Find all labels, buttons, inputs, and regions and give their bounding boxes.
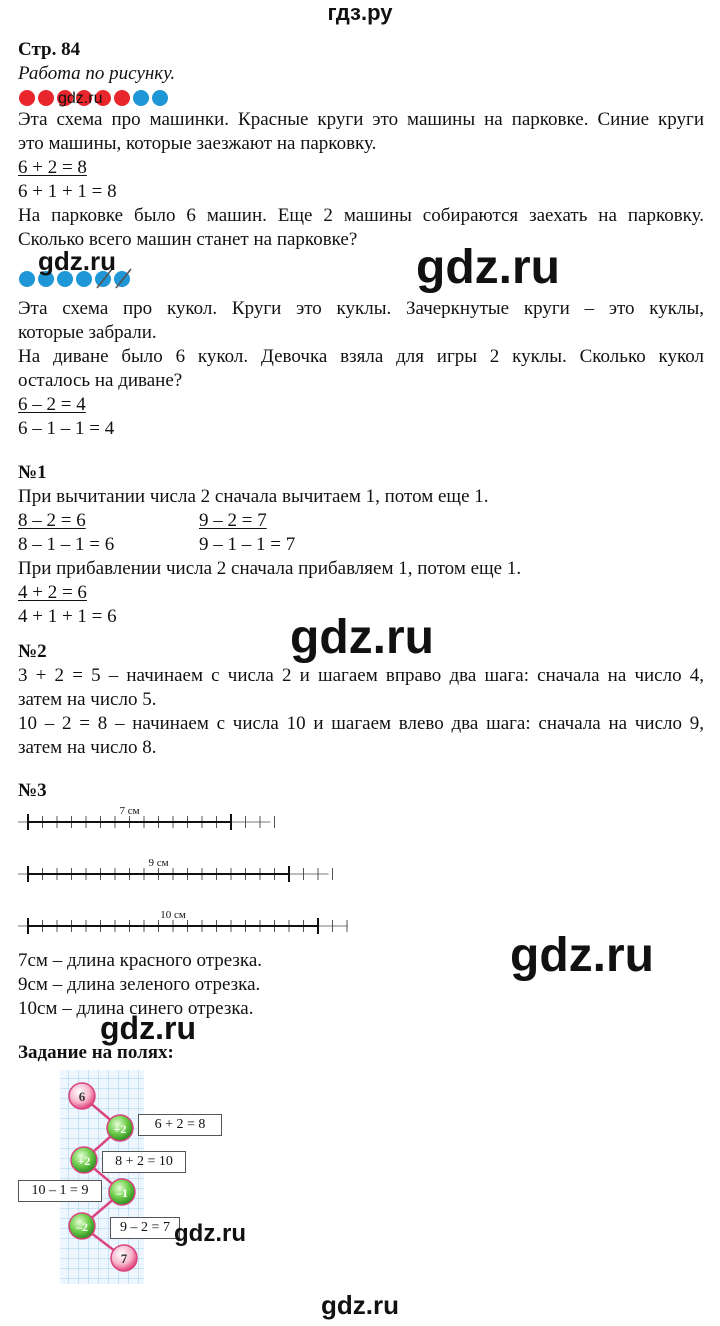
- svg-text:–1: –1: [116, 1186, 128, 1200]
- equation: 4 + 2 = 6: [18, 582, 87, 603]
- svg-text:6: 6: [78, 1089, 86, 1104]
- watermark: gdz.ru: [416, 241, 560, 294]
- svg-text:+2: +2: [113, 1122, 127, 1136]
- equation: 4 + 1 + 1 = 6: [18, 606, 117, 627]
- chain-node-plus2: [107, 1115, 133, 1141]
- equation: 9 – 1 – 1 = 7: [199, 534, 296, 555]
- chain-node-6: [69, 1083, 95, 1109]
- site-header: гдз.ру: [327, 0, 393, 25]
- equation: 6 – 2 = 4: [18, 394, 86, 415]
- task2-line1: 3 + 2 = 5 – начинаем с числа 2 и шагаем вправо два шага: сначала на число 4,: [18, 665, 704, 686]
- scheme2-line1: Эта схема про кукол. Круги это куклы. Зачеркнутые круги – это куклы,: [18, 298, 704, 319]
- equation: 6 + 2 = 8: [18, 157, 87, 178]
- margin-chain-figure: [58, 1068, 148, 1288]
- watermark: gdz.ru: [510, 929, 654, 982]
- equation: 9 – 2 = 7: [199, 510, 267, 531]
- rulers-figure: [18, 800, 348, 940]
- task1-rule-sub: При вычитании числа 2 сначала вычитаем 1, потом еще 1.: [18, 486, 489, 507]
- dot: [133, 90, 149, 106]
- scheme1-story2: Сколько всего машин станет на парковке?: [18, 229, 358, 250]
- dot: [38, 90, 54, 106]
- answer-box: 8 + 2 = 10: [102, 1151, 186, 1173]
- scheme1-line2: это машины, которые заезжают на парковку.: [18, 133, 377, 154]
- scheme2-story2: осталось на диване?: [18, 370, 183, 391]
- intro-text: Работа по рисунку.: [18, 63, 176, 84]
- svg-text:–2: –2: [76, 1220, 88, 1234]
- equation: 6 + 1 + 1 = 8: [18, 181, 117, 202]
- page-label: Стр. 84: [18, 39, 81, 60]
- task2-line2: затем на число 5.: [18, 689, 157, 710]
- answer-box: 6 + 2 = 8: [138, 1114, 222, 1136]
- task3-result1: 7см – длина красного отрезка.: [18, 950, 263, 971]
- cars-scheme-dots: [18, 88, 188, 108]
- task3-title: №3: [18, 780, 47, 801]
- task3-result3: 10см – длина синего отрезка.: [18, 998, 254, 1019]
- ruler-label: 9 см: [148, 857, 169, 869]
- equation: 8 – 2 = 6: [18, 510, 86, 531]
- equation: 8 – 1 – 1 = 6: [18, 534, 115, 555]
- watermark: gdz.ru: [174, 1220, 246, 1247]
- answer-box: 9 – 2 = 7: [110, 1217, 180, 1239]
- dot: [19, 90, 35, 106]
- svg-text:7: 7: [120, 1251, 128, 1266]
- chain-node-plus2: [71, 1147, 97, 1173]
- scheme1-line1: Эта схема про машинки. Красные круги это машины на парковке. Синие круги: [18, 109, 704, 130]
- task1-rule-add: При прибавлении числа 2 сначала прибавляем 1, потом еще 1.: [18, 558, 522, 579]
- chain-node-7: [111, 1245, 137, 1271]
- task3-result2: 9см – длина зеленого отрезка.: [18, 974, 261, 995]
- equation: 6 – 1 – 1 = 4: [18, 418, 115, 439]
- chain-node-minus2: [69, 1213, 95, 1239]
- task2-title: №2: [18, 641, 47, 662]
- watermark: gdz.ru: [321, 1290, 399, 1320]
- watermark: gdz.ru: [100, 1010, 196, 1046]
- scheme1-story1: На парковке было 6 машин. Еще 2 машины собираются заехать на парковку.: [18, 205, 704, 226]
- watermark: gdz.ru: [290, 611, 434, 664]
- chain-node-minus1: [109, 1179, 135, 1205]
- dot: [152, 90, 168, 106]
- svg-text:+2: +2: [77, 1154, 91, 1168]
- dot: [19, 271, 35, 287]
- ruler-label: 10 см: [160, 909, 186, 921]
- dot: [114, 90, 130, 106]
- watermark: gdz.ru: [58, 90, 103, 107]
- ruler-label: 7 см: [119, 805, 140, 817]
- task2-line4: затем на число 8.: [18, 737, 157, 758]
- scheme2-line2: которые забрали.: [18, 322, 157, 343]
- task1-title: №1: [18, 462, 47, 483]
- answer-box: 10 – 1 = 9: [18, 1180, 102, 1202]
- margin-task-title: Задание на полях:: [18, 1042, 174, 1063]
- scheme2-story1: На диване было 6 кукол. Девочка взяла для игры 2 куклы. Сколько кукол: [18, 346, 704, 367]
- task2-line3: 10 – 2 = 8 – начинаем с числа 10 и шагаем влево два шага: сначала на число 9,: [18, 713, 704, 734]
- watermark: gdz.ru: [38, 246, 116, 276]
